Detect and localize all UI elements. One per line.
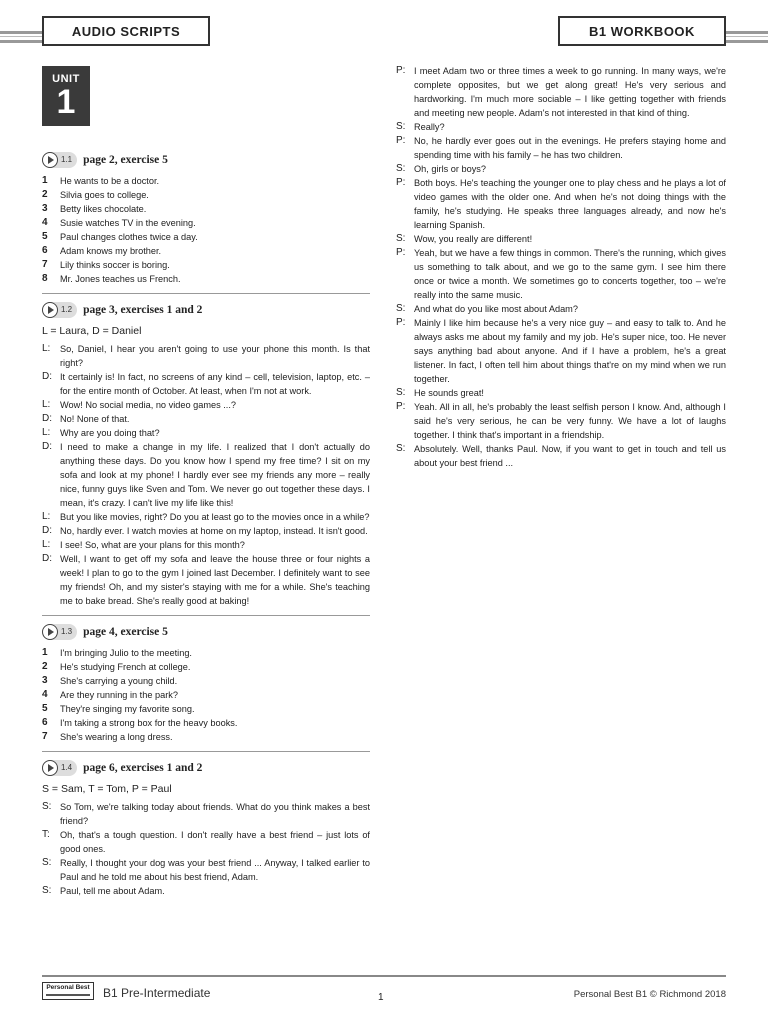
dialogue-text: No, hardly ever. I watch movies at home on my laptop, instead. It isn't good.: [60, 526, 368, 536]
section-title: page 4, exercise 5: [83, 626, 168, 638]
list-item: [42, 688, 370, 702]
list-item: [42, 646, 370, 660]
dialogue-text: But you like movies, right? Do you at least go to the movies once in a while?: [60, 512, 370, 522]
footer-level: B1 Pre-Intermediate: [103, 986, 211, 1000]
speaker-label: L:: [42, 539, 51, 550]
dialogue-text: It certainly is! In fact, no screens of any kind – cell, television, laptop, etc. – for the entire month of October. At least, when I'm not at work.: [60, 372, 370, 396]
speaker-label: D:: [42, 441, 52, 452]
dialogue-line: [42, 342, 370, 370]
speaker-label: P:: [396, 135, 406, 146]
dialogue-text: Wow! No social media, no video games ...?: [60, 400, 237, 410]
speaker-label: P:: [396, 177, 406, 188]
item-text: Adam knows my brother.: [60, 246, 162, 256]
speaker-label: P:: [396, 247, 406, 258]
section-title: page 2, exercise 5: [83, 154, 168, 166]
dialogue-line: [42, 856, 370, 884]
item-text: Are they running in the park?: [60, 690, 178, 700]
dialogue-text: Paul, tell me about Adam.: [60, 886, 165, 896]
play-icon: [42, 302, 58, 318]
footer-copyright: Personal Best B1 © Richmond 2018: [573, 989, 726, 1000]
dialogue-line: [42, 828, 370, 856]
dialogue-text: Absolutely. Well, thanks Paul. Now, if you want to get in touch and tell us about your best friend ...: [414, 444, 726, 468]
section-heading-1-4: [42, 758, 370, 778]
dialogue-line: [396, 442, 726, 470]
sentence-list-1-3: [42, 646, 370, 744]
list-item: [42, 202, 370, 216]
item-number: 4: [42, 689, 48, 700]
cast-list: S = Sam, T = Tom, P = Paul: [42, 783, 172, 795]
list-item: [42, 258, 370, 272]
speaker-label: S:: [396, 233, 406, 244]
audio-track-1-3[interactable]: [42, 624, 77, 640]
item-text: He wants to be a doctor.: [60, 176, 160, 186]
audio-track-1-4[interactable]: [42, 760, 77, 776]
speaker-label: S:: [396, 163, 406, 174]
track-number: 1.3: [61, 627, 73, 636]
speaker-label: P:: [396, 401, 406, 412]
dialogue-line: [42, 510, 370, 524]
audio-track-1-1[interactable]: [42, 152, 77, 168]
dialogue-text: Mainly I like him because he's a very nice guy – and easy to talk to. And he always asks me about my family and my job. He's super nice, too. He never says anything bad about anyone. And if I have a problem, he's a great listener. In fact, I often tell him about things that're on my mind when we run together.: [414, 318, 726, 384]
dialogue-text: No, he hardly ever goes out in the evenings. He prefers staying home and spending time with his family – he has two children.: [414, 136, 726, 160]
divider: [42, 751, 370, 752]
dialogue-text: Both boys. He's teaching the younger one to play chess and he plays a lot of video games with the older one. And when he's not doing things with the family, he's studying. He speaks three languages already, and now he's learning Spanish.: [414, 178, 726, 230]
item-number: 5: [42, 703, 48, 714]
unit-label: UNIT: [52, 73, 80, 85]
dialogue-line: [396, 232, 726, 246]
dialogue-1-4-continued: [396, 64, 726, 470]
dialogue-line: [396, 246, 726, 302]
section-title: page 3, exercises 1 and 2: [83, 304, 203, 316]
audio-track-1-2[interactable]: [42, 302, 77, 318]
item-number: 7: [42, 731, 48, 742]
page-number: 1: [378, 992, 384, 1003]
left-column: [42, 150, 370, 898]
item-text: She's carrying a young child.: [60, 676, 178, 686]
right-column: [396, 64, 726, 470]
dialogue-line: [396, 176, 726, 232]
speaker-label: S:: [396, 303, 406, 314]
speaker-label: D:: [42, 553, 52, 564]
item-text: Mr. Jones teaches us French.: [60, 274, 181, 284]
item-number: 7: [42, 259, 48, 270]
list-item: [42, 674, 370, 688]
divider: [42, 293, 370, 294]
dialogue-line: [396, 316, 726, 386]
list-item: [42, 730, 370, 744]
dialogue-line: [396, 134, 726, 162]
track-number: 1.2: [61, 305, 73, 314]
speaker-label: D:: [42, 371, 52, 382]
item-text: I'm bringing Julio to the meeting.: [60, 648, 192, 658]
list-item: [42, 174, 370, 188]
list-item: [42, 660, 370, 674]
dialogue-text: Oh, girls or boys?: [414, 164, 486, 174]
dialogue-line: [42, 538, 370, 552]
dialogue-line: [396, 386, 726, 400]
speaker-label: P:: [396, 65, 406, 76]
unit-number: 1: [56, 83, 76, 121]
dialogue-text: Wow, you really are different!: [414, 234, 533, 244]
dialogue-1-4: [42, 800, 370, 898]
dialogue-text: Really, I thought your dog was your best friend ... Anyway, I talked earlier to Paul and he told me about his best friend, Adam.: [60, 858, 370, 882]
speaker-label: D:: [42, 525, 52, 536]
item-number: 2: [42, 189, 48, 200]
dialogue-line: [396, 120, 726, 134]
dialogue-text: Yeah, but we have a few things in common. There's the running, which gives us something to talk about, and we go to the same gym. I see him there once or twice a month. We sometimes go to concerts together, too – we're really into the same music.: [414, 248, 726, 300]
sentence-list-1-1: [42, 174, 370, 286]
list-item: [42, 230, 370, 244]
speaker-label: P:: [396, 317, 406, 328]
play-icon: [42, 624, 58, 640]
play-icon: [42, 760, 58, 776]
speaker-label: L:: [42, 427, 51, 438]
dialogue-line: [42, 370, 370, 398]
dialogue-text: And what do you like most about Adam?: [414, 304, 578, 314]
dialogue-line: [396, 302, 726, 316]
item-number: 5: [42, 231, 48, 242]
dialogue-text: He sounds great!: [414, 388, 484, 398]
speaker-label: L:: [42, 343, 51, 354]
item-text: Paul changes clothes twice a day.: [60, 232, 198, 242]
item-text: I'm taking a strong box for the heavy books.: [60, 718, 238, 728]
item-number: 4: [42, 217, 48, 228]
dialogue-text: Why are you doing that?: [60, 428, 160, 438]
dialogue-line: [42, 398, 370, 412]
dialogue-text: I need to make a change in my life. I realized that I don't actually do anything these days. Do you know how I spend my free time? I sit on my sofa and look at my phone! I hardly ever see my friends any more – really nice, funny guys like Sven and Tom. We never go out together these days. I mean, it's crazy. I can't live my life like this!: [60, 442, 370, 508]
speaker-label: L:: [42, 511, 51, 522]
dialogue-text: Well, I want to get off my sofa and leave the house three or four nights a week! I plan to go to the gym I joined last December. I definitely want to see my friends! Oh, and my sister's staying with me for a while. She's teaching me to bake bread. She's really good at baking!: [60, 554, 370, 606]
divider: [42, 615, 370, 616]
item-text: Susie watches TV in the evening.: [60, 218, 196, 228]
footer-rule: [42, 975, 726, 977]
dialogue-text: Oh, that's a tough question. I don't really have a best friend – just lots of good ones.: [60, 830, 370, 854]
dialogue-text: Really?: [414, 122, 445, 132]
list-item: [42, 716, 370, 730]
item-number: 6: [42, 245, 48, 256]
dialogue-line: [396, 400, 726, 442]
header-band-left: [0, 31, 44, 43]
dialogue-text: No! None of that.: [60, 414, 130, 424]
dialogue-text: I see! So, what are your plans for this month?: [60, 540, 245, 550]
speaker-label: S:: [396, 121, 406, 132]
dialogue-line: [42, 884, 370, 898]
speaker-label: S:: [42, 885, 52, 896]
speaker-label: L:: [42, 399, 51, 410]
item-number: 2: [42, 661, 48, 672]
speaker-label: S:: [42, 857, 52, 868]
section-title: page 6, exercises 1 and 2: [83, 762, 203, 774]
item-number: 3: [42, 675, 48, 686]
item-number: 6: [42, 717, 48, 728]
dialogue-line: [42, 524, 370, 538]
header-workbook: B1 WORKBOOK: [558, 16, 726, 46]
section-heading-1-1: [42, 150, 370, 170]
list-item: [42, 188, 370, 202]
play-icon: [42, 152, 58, 168]
item-number: 8: [42, 273, 48, 284]
list-item: [42, 272, 370, 286]
item-text: Betty likes chocolate.: [60, 204, 147, 214]
dialogue-line: [42, 552, 370, 608]
list-item: [42, 216, 370, 230]
dialogue-1-2: [42, 342, 370, 608]
speaker-label: S:: [42, 801, 52, 812]
item-text: She's wearing a long dress.: [60, 732, 173, 742]
list-item: [42, 702, 370, 716]
dialogue-line: [42, 426, 370, 440]
section-heading-1-3: [42, 622, 370, 642]
track-number: 1.4: [61, 763, 73, 772]
dialogue-line: [42, 800, 370, 828]
section-heading-1-2: [42, 300, 370, 320]
dialogue-line: [42, 440, 370, 510]
dialogue-line: [396, 64, 726, 120]
item-text: Silvia goes to college.: [60, 190, 149, 200]
item-number: 3: [42, 203, 48, 214]
track-number: 1.1: [61, 155, 73, 164]
speaker-label: T:: [42, 829, 50, 840]
dialogue-text: So, Daniel, I hear you aren't going to use your phone this month. Is that right?: [60, 344, 370, 368]
speaker-label: S:: [396, 387, 406, 398]
item-number: 1: [42, 647, 48, 658]
personal-best-logo: Personal Best: [42, 982, 94, 1000]
item-number: 1: [42, 175, 48, 186]
header-band-right: [724, 31, 768, 43]
dialogue-line: [42, 412, 370, 426]
item-text: He's studying French at college.: [60, 662, 191, 672]
item-text: Lily thinks soccer is boring.: [60, 260, 170, 270]
speaker-label: S:: [396, 443, 406, 454]
dialogue-text: I meet Adam two or three times a week to go running. In many ways, we're complete opposites, but we get along great! He's very serious and hardworking. I'm much more sociable – I like getting together with friends and meeting new people. Adam's not interested in that kind of thing.: [414, 66, 726, 118]
dialogue-line: [396, 162, 726, 176]
item-text: They're singing my favorite song.: [60, 704, 195, 714]
list-item: [42, 244, 370, 258]
cast-list: L = Laura, D = Daniel: [42, 325, 142, 337]
header-audio-scripts: AUDIO SCRIPTS: [42, 16, 210, 46]
dialogue-text: Yeah. All in all, he's probably the least selfish person I know. And, although I said he's very serious, he can be very funny. We have a lot of laughs together. I think that's important in a friendship.: [414, 402, 726, 440]
unit-badge: [42, 66, 90, 126]
dialogue-text: So Tom, we're talking today about friends. What do you think makes a best friend?: [60, 802, 370, 826]
speaker-label: D:: [42, 413, 52, 424]
